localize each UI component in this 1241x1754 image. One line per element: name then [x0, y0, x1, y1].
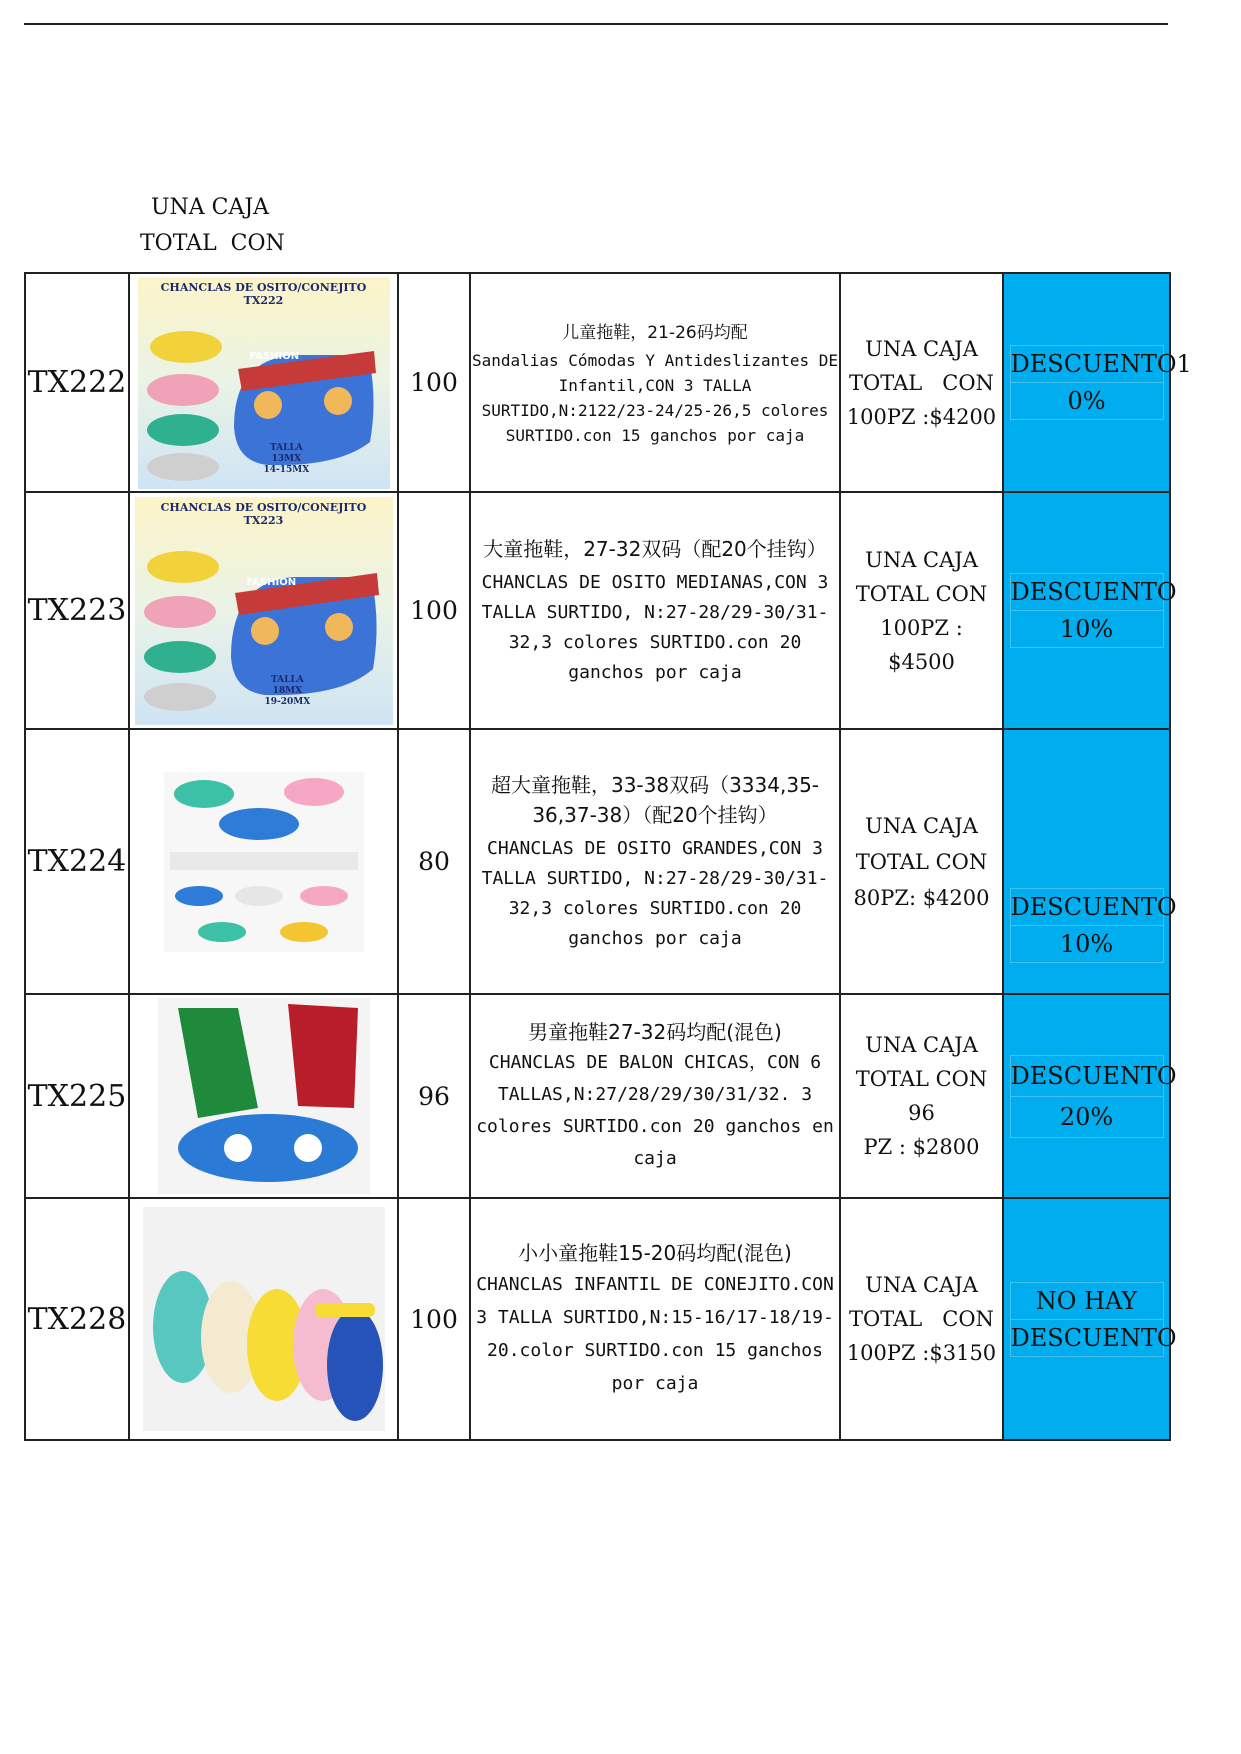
price: UNA CAJA TOTAL CON 80PZ: $4200 [840, 729, 1003, 994]
discount-badge: DESCUENTO 10% [1010, 573, 1164, 648]
description-es: CHANCLAS DE BALON CHICAS，CON 6 TALLAS,N:27/28/29/30/31/32. 3 colores SURTIDO.con 20 ganchos en caja [476, 1052, 834, 1169]
product-code: TX222 [25, 273, 129, 492]
sandal-illustration [158, 998, 370, 1194]
description-zh: 小小童拖鞋15-20码均配(混色) [518, 1241, 792, 1265]
product-image-cell [129, 994, 398, 1198]
product-image [158, 998, 370, 1194]
product-image [143, 1207, 385, 1431]
quantity: 96 [398, 994, 470, 1198]
image-talla: TALLA 13MX 14-15MX [263, 442, 310, 475]
table-row [25, 729, 1170, 994]
image-title: CHANCLAS DE OSITO/CONEJITO [160, 500, 367, 514]
quantity: 100 [398, 1198, 470, 1440]
product-image-cell [129, 729, 398, 994]
description-zh: 大童拖鞋，27-32双码（配20个挂钩） [483, 536, 827, 561]
product-image [135, 497, 393, 725]
header-line1: UNA CAJA [150, 195, 270, 220]
description [470, 729, 840, 994]
product-code: TX225 [25, 994, 129, 1198]
description [470, 492, 840, 729]
description-es: CHANCLAS INFANTIL DE CONEJITO.CON 3 TALLA SURTIDO,N:15-16/17-18/19-20.color SURTIDO.con 15 ganchos por caja [476, 1274, 834, 1394]
image-title: CHANCLAS DE OSITO/CONEJITO [160, 280, 367, 294]
discount-cell [1003, 1198, 1177, 1440]
description-zh: 超大童拖鞋，33-38双码（3334,35-36,37-38）（配20个挂钩） [490, 772, 820, 827]
product-code: TX228 [25, 1198, 129, 1440]
discount-badge: DESCUENTO1 0% [1010, 345, 1164, 420]
table-row [25, 994, 1170, 1198]
quantity: 100 [398, 492, 470, 729]
product-code: TX224 [25, 729, 129, 994]
sandal-illustration [143, 1207, 385, 1431]
description-es: CHANCLAS DE OSITO MEDIANAS,CON 3 TALLA SURTIDO, N:27-28/29-30/31-32,3 colores SURTIDO.con 20 ganchos por caja [481, 571, 829, 683]
header-note [140, 190, 285, 262]
description-es: CHANCLAS DE OSITO GRANDES,CON 3 TALLA SURTIDO, N:27-28/29-30/31-32,3 colores SURTIDO.con 20 ganchos por caja [481, 837, 829, 949]
quantity: 100 [398, 273, 470, 492]
price: UNA CAJA TOTAL CON 96 PZ : $2800 [840, 994, 1003, 1198]
product-image [138, 277, 390, 489]
product-image-cell [129, 273, 398, 492]
product-image-cell [129, 492, 398, 729]
discount-cell [1003, 273, 1192, 492]
sandal-illustration [135, 497, 393, 725]
product-table [24, 272, 1192, 1441]
discount-badge: NO HAY DESCUENTO [1010, 1282, 1164, 1357]
discount-cell [1003, 994, 1177, 1198]
image-talla: TALLA 18MX 19-20MX [264, 674, 311, 707]
table-row [25, 492, 1170, 729]
product-image [164, 772, 364, 952]
product-image-cell [129, 1198, 398, 1440]
table-row [25, 1198, 1170, 1440]
discount-cell [1003, 729, 1177, 994]
description-zh: 儿童拖鞋，21-26码均配 [562, 322, 748, 343]
price: UNA CAJA TOTAL CON 100PZ :$3150 [840, 1198, 1003, 1440]
discount-badge: DESCUENTO 10% [1010, 888, 1164, 963]
band-label: FASHION [246, 576, 297, 588]
description-es: Sandalias Cómodas Y Antideslizantes DE Infantil,CON 3 TALLA SURTIDO,N:2122/23-24/25-26,5 colores SURTIDO.con 15 ganchos por caja [471, 350, 839, 445]
description [470, 994, 840, 1198]
description [470, 1198, 840, 1440]
quantity: 80 [398, 729, 470, 994]
description [470, 273, 840, 492]
product-code: TX223 [25, 492, 129, 729]
price: UNA CAJA TOTAL CON 100PZ :$4200 [840, 273, 1003, 492]
header-line2: TOTAL CON [140, 231, 285, 256]
sandal-illustration [164, 772, 364, 952]
price: UNA CAJA TOTAL CON 100PZ : $4500 [840, 492, 1003, 729]
discount-cell [1003, 492, 1177, 729]
image-code: TX223 [243, 513, 284, 527]
image-code: TX222 [243, 293, 284, 307]
description-zh: 男童拖鞋27-32码均配(混色) [528, 1020, 782, 1044]
top-rule [24, 23, 1168, 25]
band-label: FASHION [249, 350, 300, 362]
discount-badge: DESCUENTO 20% [1010, 1055, 1164, 1138]
table-row [25, 273, 1170, 492]
